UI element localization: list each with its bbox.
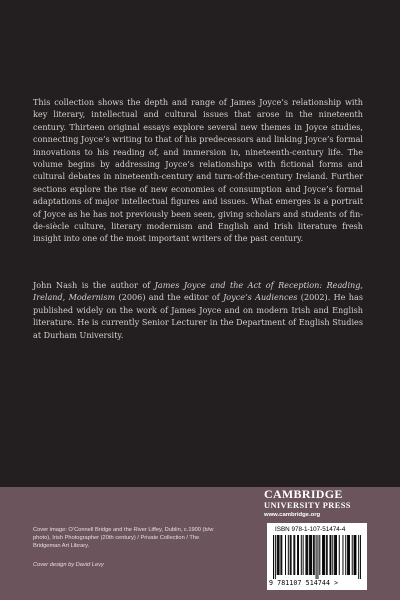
barcode-bar: [323, 535, 324, 575]
barcode-bar: [347, 535, 348, 575]
barcode-bar: [336, 535, 337, 575]
barcode-panel: [267, 523, 367, 590]
barcode-bar: [291, 535, 292, 575]
barcode-bar: [324, 535, 325, 575]
barcode-bar: [301, 535, 302, 575]
barcode-bar: [290, 535, 291, 575]
barcode-bar: [358, 535, 359, 579]
barcode-bar: [280, 535, 281, 575]
barcode-bar: [319, 535, 320, 575]
barcode-bar: [313, 535, 314, 575]
publisher-name: CAMBRIDGE: [264, 487, 343, 501]
bio-title-2: Joyce’s Audiences: [223, 292, 298, 303]
barcode-bar: [294, 535, 295, 575]
barcode-bar: [293, 535, 294, 575]
barcode-bar: [288, 535, 289, 575]
barcode-image: [273, 535, 361, 579]
bio-text-1: is the author of: [77, 280, 155, 290]
barcode-bar: [298, 535, 299, 575]
cover-design-credit: Cover design by David Levy: [33, 562, 104, 568]
barcode-bar: [322, 535, 323, 575]
barcode-bar: [332, 535, 333, 575]
barcode-bar: [355, 535, 356, 575]
barcode-bar: [314, 535, 315, 575]
barcode-bar: [285, 535, 286, 575]
barcode-bar: [360, 535, 361, 579]
barcode-bar: [305, 535, 306, 575]
barcode-bar: [354, 535, 355, 575]
publisher-url: www.cambridge.org: [264, 512, 321, 518]
barcode-bar: [307, 535, 308, 575]
bio-text-2: (2006) and the editor of: [115, 292, 224, 303]
barcode-bar: [281, 535, 282, 575]
barcode-bar: [316, 535, 317, 579]
barcode-bar: [330, 535, 331, 575]
bio-text-3: (2002). He has published widely on the work of James Joyce and on modern Irish and English literature. He is currently Senior Lecturer in the Department of English Studies at Durham University.: [33, 292, 363, 340]
barcode-bar: [277, 535, 278, 575]
barcode-bar: [310, 535, 311, 575]
book-description: This collection shows the depth and range of James Joyce’s relationship with key literary, intellectual and cultural issues that arose in the nineteenth century. Thirteen original essays explore several new themes in Joyce studies, connecting Joyce’s writing to that of his predecessors and linking Joyce’s formal innovations to his reading of, and immersion in, nineteenth-century life. The volume begins by addressing Joyce’s relationships with fictional forms and cultural debates in nineteenth-century and turn-of-the-century Ireland. Further sections explore the rise of new economies of consumption and Joyce’s formal adaptations of major intellectual figures and issues. What emerges is a portrait of Joyce as he has not previously been seen, giving scholars and students of fin-de-siècle culture, literary modernism and English and Irish literature fresh insight into one of the most important writers of the past century.: [33, 97, 363, 244]
barcode-bar: [345, 535, 346, 575]
barcode-bar: [279, 535, 280, 575]
barcode-bar: [306, 535, 307, 575]
bio-title-1: James Joyce and the Act of Reception: Reading, Ireland, Modernism: [33, 280, 364, 303]
barcode-bar: [297, 535, 298, 575]
publisher-logo: [264, 488, 368, 520]
barcode-bar: [278, 535, 279, 575]
barcode-bar: [334, 535, 335, 575]
isbn-label: ISBN 978-1-107-51474-4: [275, 526, 346, 533]
author-name: John Nash: [33, 280, 78, 290]
barcode-bar: [355, 535, 356, 575]
barcode-bar: [327, 535, 328, 575]
barcode-bar: [273, 535, 274, 579]
barcode-bar: [349, 535, 350, 575]
barcode-bar: [311, 535, 312, 575]
publisher-subtitle: UNIVERSITY PRESS: [264, 501, 351, 510]
barcode-bar: [339, 535, 340, 575]
cover-image-credit: Cover image: O’Connell Bridge and the River Liffey, Dublin, c.1900 (b/w photo), Irish Photographer (20th century) / Private Collection / The Bridgeman Art Library.: [33, 527, 214, 549]
barcode-bar: [335, 535, 336, 575]
barcode-digits: 9 781107 514744 >: [269, 579, 339, 587]
barcode-bar: [275, 535, 276, 579]
barcode-bar: [309, 535, 310, 575]
barcode-bar: [317, 535, 318, 579]
barcode-bar: [330, 535, 331, 575]
barcode-bar: [348, 535, 349, 575]
barcode-bar: [342, 535, 343, 575]
barcode-bar: [352, 535, 353, 575]
barcode-bar: [303, 535, 304, 575]
author-bio: [33, 279, 363, 341]
barcode-bar: [326, 535, 327, 575]
